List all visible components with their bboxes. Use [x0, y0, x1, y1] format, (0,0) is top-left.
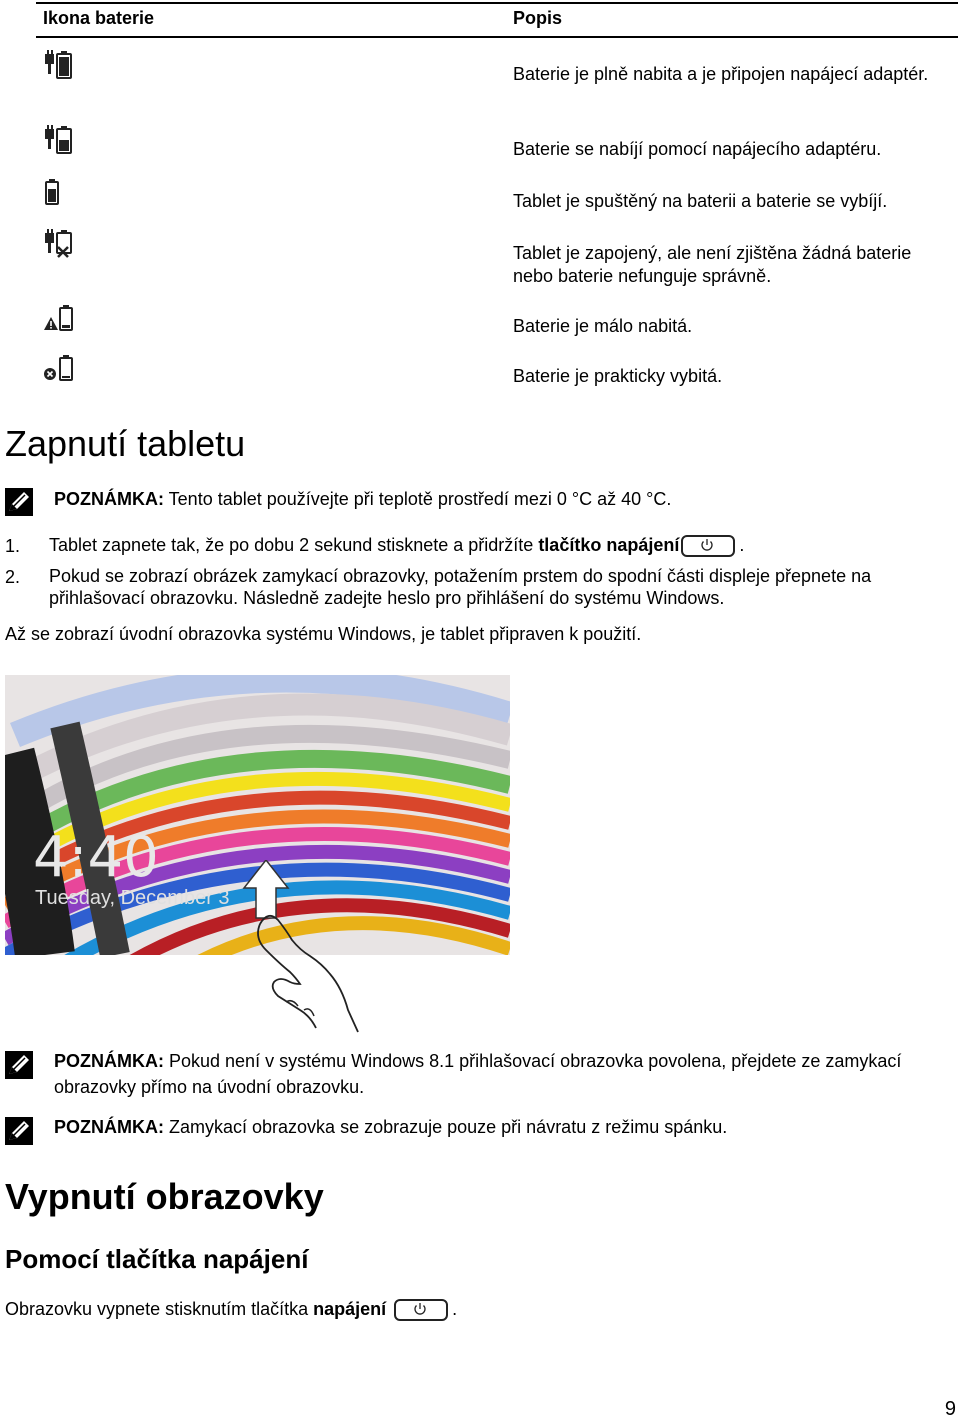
screen-off-text [5, 1297, 945, 1321]
battery-critical-icon [42, 352, 76, 386]
battery-low-warning-icon [42, 302, 76, 336]
screen-off-text-before: Obrazovku vypnete stisknutím tlačítka [5, 1299, 314, 1319]
lockscreen-time: 4:40 [33, 825, 159, 890]
note-pencil-icon [5, 488, 33, 516]
screen-off-text-after: . [452, 1299, 458, 1319]
step-1-number: 1. [5, 536, 21, 556]
battery-discharging-icon [42, 176, 76, 210]
note-label: POZNÁMKA: [54, 1051, 164, 1071]
battery-full-plugged-icon [42, 48, 76, 82]
table-header-description: Popis [513, 8, 563, 28]
table-header-rule [36, 36, 958, 38]
note-text: Pokud není v systému Windows 8.1 přihlašovací obrazovka povolena, přejdete ze zamykací obrazovky přímo na úvodní obrazovku. [54, 1051, 902, 1097]
battery-charging-icon [42, 123, 76, 157]
section-title-screen-off: Vypnutí obrazovky [5, 1176, 324, 1217]
swipe-hand-icon [230, 860, 380, 1035]
lockscreen-date: Tuesday, December 3 [35, 887, 230, 909]
windows-ready-text: Až se zobrazí úvodní obrazovka systému Windows, je tablet připraven k použití. [5, 624, 642, 644]
battery-row-3-desc: Tablet je spuštěný na baterii a baterie se vybíjí. [513, 191, 888, 211]
battery-row-1-desc: Baterie je plně nabita a je připojen napájecí adaptér. [513, 64, 929, 84]
note-temperature [54, 486, 934, 512]
battery-row-2-desc: Baterie se nabíjí pomocí napájecího adaptéru. [513, 139, 882, 159]
battery-row-6-desc: Baterie je prakticky vybitá. [513, 366, 723, 386]
note-label: POZNÁMKA: [54, 1117, 164, 1137]
note-pencil-icon [5, 1051, 33, 1079]
page-number: 9 [944, 1398, 956, 1420]
step-1-power-button-label: tlačítko napájení [538, 535, 680, 555]
battery-missing-icon [42, 227, 76, 261]
step-1-text-before: Tablet zapnete tak, že po dobu 2 sekund stisknete a přidržíte [49, 535, 539, 555]
table-top-rule [36, 2, 958, 4]
power-button-icon [394, 1299, 448, 1321]
section-title-power-on: Zapnutí tabletu [5, 423, 246, 464]
table-header-icon: Ikona baterie [43, 8, 155, 28]
battery-row-5-desc: Baterie je málo nabitá. [513, 316, 693, 336]
note-lockscreen-sleep [54, 1114, 934, 1140]
step-2-text: Pokud se zobrazí obrázek zamykací obrazovky, potažením prstem do spodní části displeje přepnete na přihlašovací obrazovku. Následně zadejte heslo pro přihlášení do systému Windows. [49, 566, 872, 608]
note-text: Tento tablet používejte při teplotě prostředí mezi 0 °C až 40 °C. [164, 489, 672, 509]
note-text: Zamykací obrazovka se zobrazuje pouze při návratu z režimu spánku. [164, 1117, 728, 1137]
battery-row-4-desc: Tablet je zapojený, ale není zjištěna žádná baterie nebo baterie nefunguje správně. [513, 243, 912, 286]
step-2-number: 2. [5, 567, 21, 587]
note-label: POZNÁMKA: [54, 489, 164, 509]
note-login-disabled [54, 1048, 934, 1100]
screen-off-power-label: napájení [313, 1299, 387, 1319]
step-1-text-after: . [739, 535, 745, 555]
step-1-text [49, 534, 959, 557]
power-button-icon [681, 535, 735, 557]
subsection-title-power-button: Pomocí tlačítka napájení [5, 1244, 309, 1274]
note-pencil-icon [5, 1117, 33, 1145]
